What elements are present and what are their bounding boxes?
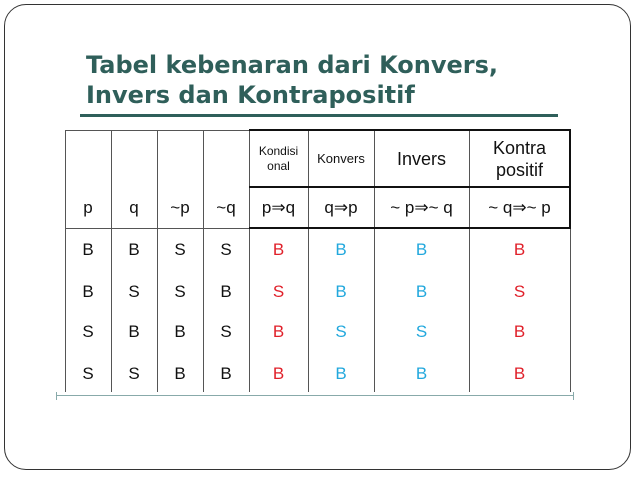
table-cell: B	[128, 240, 140, 259]
table-cell: S	[513, 282, 526, 301]
table-cell: B	[335, 282, 347, 301]
table-cell: S	[174, 282, 186, 301]
header-invers: Invers	[396, 148, 447, 169]
table-cell: B	[82, 240, 94, 259]
slide-title	[86, 50, 498, 110]
table-cell: B	[272, 364, 285, 383]
header-kondisional: Kondisi onal	[258, 143, 299, 173]
header-konvers-expr: q⇒p	[324, 198, 358, 217]
header-invers-expr: ~ p⇒~ q	[390, 198, 453, 217]
table-cell: S	[128, 364, 140, 383]
table-cell: B	[128, 322, 140, 341]
table-cell: B	[513, 322, 526, 341]
table-cell: S	[335, 322, 347, 341]
table-cell: B	[174, 364, 186, 383]
table-cell: B	[82, 282, 94, 301]
table-baseline	[56, 395, 574, 396]
header-p: p	[83, 198, 93, 217]
table-cell: S	[272, 282, 285, 301]
header-kondisional-expr: p⇒q	[261, 198, 296, 217]
table-cell: S	[82, 322, 94, 341]
table-cell: B	[174, 322, 186, 341]
table-cell: B	[272, 322, 285, 341]
table-cell: B	[335, 364, 347, 383]
header-konvers: Konvers	[317, 151, 365, 166]
table-cell: B	[220, 282, 232, 301]
table-cell: B	[513, 240, 526, 259]
header-not-q: ~q	[216, 198, 236, 217]
table-cell: S	[220, 240, 232, 259]
title-line-1: Tabel kebenaran dari Konvers,	[86, 51, 499, 79]
table-cell: B	[335, 240, 347, 259]
table-cell: S	[82, 364, 94, 383]
header-kontrapositif: Kontra positif	[492, 137, 547, 180]
table-cell: B	[220, 364, 232, 383]
header-q: q	[129, 198, 139, 217]
table-cell: S	[220, 322, 232, 341]
table-cell: B	[513, 364, 526, 383]
header-not-p: ~p	[170, 198, 190, 217]
table-cell: S	[415, 322, 428, 341]
table-cell: B	[415, 240, 428, 259]
title-line-2: Invers dan Kontrapositif	[86, 81, 415, 109]
table-cell: B	[415, 282, 428, 301]
title-underline	[80, 114, 558, 117]
table-cell: S	[174, 240, 186, 259]
table-cell: B	[272, 240, 285, 259]
header-kontrapositif-expr: ~ q⇒~ p	[488, 198, 551, 217]
table-cell: B	[415, 364, 428, 383]
table-cell: S	[128, 282, 140, 301]
